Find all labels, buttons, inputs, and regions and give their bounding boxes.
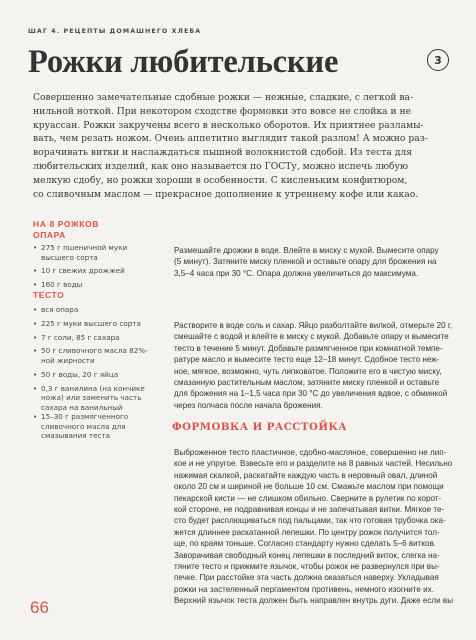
ingredient-item (33, 243, 151, 262)
ingredient-line: • 50 г сливочного масла 82%- (33, 346, 151, 356)
page-number: 66 (30, 598, 49, 617)
instruction-line: сто будет расплющиваться под пальцами, так что готовая трубочка ока- (174, 516, 446, 526)
instruction-line: ще, по краям тоньше. Согласно стандарту нужно сделать 5–6 витков. (174, 539, 437, 549)
dough-ingredient-list (33, 305, 151, 416)
ingredient-item (33, 370, 151, 380)
instruction-line: кой стороне, не подравнивая концы и не запечатывая витки. Мягкое те- (174, 505, 445, 515)
shaping-instructions (174, 447, 454, 607)
ingredient-item (33, 333, 151, 343)
instruction-line: Размешайте дрожжи в воде. Влейте в миску с мукой. Вымесите опару (174, 246, 439, 255)
instruction-line: Растворите в воде соль и сахар. Яйцо разболтайте вилкой, отмерьте 20 г, (174, 321, 453, 330)
intro-line: круассан. Рожки закручены всего в несколько оборотов. Их приятнее разламы- (33, 119, 424, 131)
intro-line: мелкую сдобу, но рожки хороши в особенности. С кисленьким конфитюром, (33, 174, 408, 186)
instruction-line: ратуре масло и вымесите тесто еще 12–18 минут. Сдобное тесто неж- (174, 355, 440, 365)
ingredient-item (33, 412, 151, 441)
instruction-line: печке. При расстойке эта часть должна оказаться наверху. Укладывая (174, 573, 439, 583)
ingredient-line: • 10 г свежих дрожжей (33, 266, 151, 276)
instruction-line: 3,5–4 часа при 30 °С. Опара должна увеличиться до максимума. (174, 268, 419, 278)
intro-line: любительских изделий, как оно называется по ГОСТу, можно испечь любую (33, 160, 408, 172)
ingredient-line: высшего сорта (41, 252, 98, 262)
intro-line: ворачивать витки и наслаждаться пышной волокнистой сдобой. Из теста для (33, 147, 412, 159)
instruction-line: ное, мягкое, возможно, чуть липковатое. Положите его в чистую миску, (174, 366, 442, 376)
instruction-line: смазанную растительным маслом, затяните миску пленкой и оставьте (174, 378, 440, 388)
instruction-line: Верхний язычок теста должен быть направлен внутрь дуги. Даже если вы (174, 596, 454, 606)
ingredient-item (33, 319, 151, 329)
ingredient-line: • 160 г воды (33, 280, 151, 290)
ingredient-line: • 225 г муки высшего сорта (33, 319, 151, 329)
instruction-line: тяните тесто и прижмите язычок, чтобы рожок не развернулся при вы- (174, 562, 440, 572)
intro-line: со сливочным маслом — прекрасное дополнение к утреннему кофе или какао. (33, 188, 419, 200)
instruction-line: нажимая скалкой, раскатайте каждую часть в неровный овал, длиной (174, 470, 438, 480)
dough-title: ТЕСТО (33, 290, 65, 300)
ingredient-line: • 15–30 г размягченного (33, 412, 151, 422)
intro-line: нильной ноткой. При некотором сходстве формовки это вовсе не слойка и не (33, 105, 412, 117)
instruction-line: пекарской кисти — не слишком обильно. Сверните в рулетик по корот- (174, 493, 442, 503)
instruction-line: Заворачивая свободный конец лепешки в последний виток, слегка на- (174, 550, 440, 560)
intro-paragraph (33, 91, 445, 201)
sponge-ingredient-list (33, 243, 151, 294)
ingredients-yield: НА 8 РОЖКОВ (33, 219, 100, 229)
section-label: ШАГ 4. РЕЦЕПТЫ ДОМАШНЕГО ХЛЕБА (28, 28, 202, 35)
ingredient-line: сахара на ванильный (41, 402, 123, 412)
ingredient-line: • 7 г соли, 85 г сахара (33, 333, 151, 343)
ingredient-line: • 275 г пшеничной муки (33, 243, 151, 253)
sponge-instructions (174, 245, 450, 279)
sponge-title: ОПАРА (33, 230, 66, 240)
ingredient-item (33, 346, 151, 365)
ingredient-item (33, 280, 151, 290)
step-number-badge: 3 (427, 49, 449, 71)
instruction-line: около 20 см и шириной не больше 10 см. Смажьте маслом при помощи (174, 482, 444, 492)
ingredient-line: ной жирности (41, 355, 95, 365)
shaping-heading: ФОРМОВКА И РАССТОЙКА (172, 421, 348, 433)
instruction-line: (5 минут). Затяните миску пленкой и оставьте опару для брожения на (174, 257, 437, 267)
instruction-line: жется длиннее раскатанной лепешки. По центру рожок получится тол- (174, 527, 440, 537)
ingredient-line: • вся опара (33, 305, 151, 315)
ingredient-line: • 0,3 г ванилина (на кончике (33, 384, 151, 394)
instruction-line: Выброженное тесто пластичное, сдобно-масляное, совершенно не лип- (174, 448, 447, 457)
ingredient-line: • 50 г воды, 20 г яйца (33, 370, 151, 380)
instruction-line: для брожения на 1–1,5 часа при 30 °С до увеличения вдвое, с обминкой (174, 389, 448, 399)
dough-instructions (174, 320, 453, 411)
ingredient-item (33, 266, 151, 276)
ingredient-line: ножа) или заменить часть (41, 393, 142, 403)
instruction-line: через полчаса после начала брожения. (174, 400, 323, 410)
instruction-line: кое и не упругое. Взвесьте его и разделите на 8 равных частей. Несильно (174, 459, 453, 469)
extra-ingredient-list (33, 412, 151, 445)
instruction-line: смешайте с водой и влейте в миску с мукой. Добавьте опару и вымесите (174, 332, 449, 342)
intro-line: Совершенно замечательные сдобные рожки — нежные, сладкие, с легкой ва- (33, 92, 414, 103)
intro-line: вать, чем резать ножом. Очень аппетитно выглядит такой разлом! А можно раз- (33, 133, 428, 145)
ingredient-item (33, 384, 151, 413)
instruction-line: тесто в течение 5 минут. Добавьте размягченное при комнатной темпе- (174, 343, 443, 353)
ingredient-line: сливочного масла для (41, 421, 126, 431)
ingredient-line: смазывания теста (41, 431, 111, 441)
page-title: Рожки любительские (28, 44, 339, 80)
instruction-line: рожки на застеленный пергаментом противень, немного изогните их. (174, 584, 434, 594)
ingredient-item (33, 305, 151, 315)
